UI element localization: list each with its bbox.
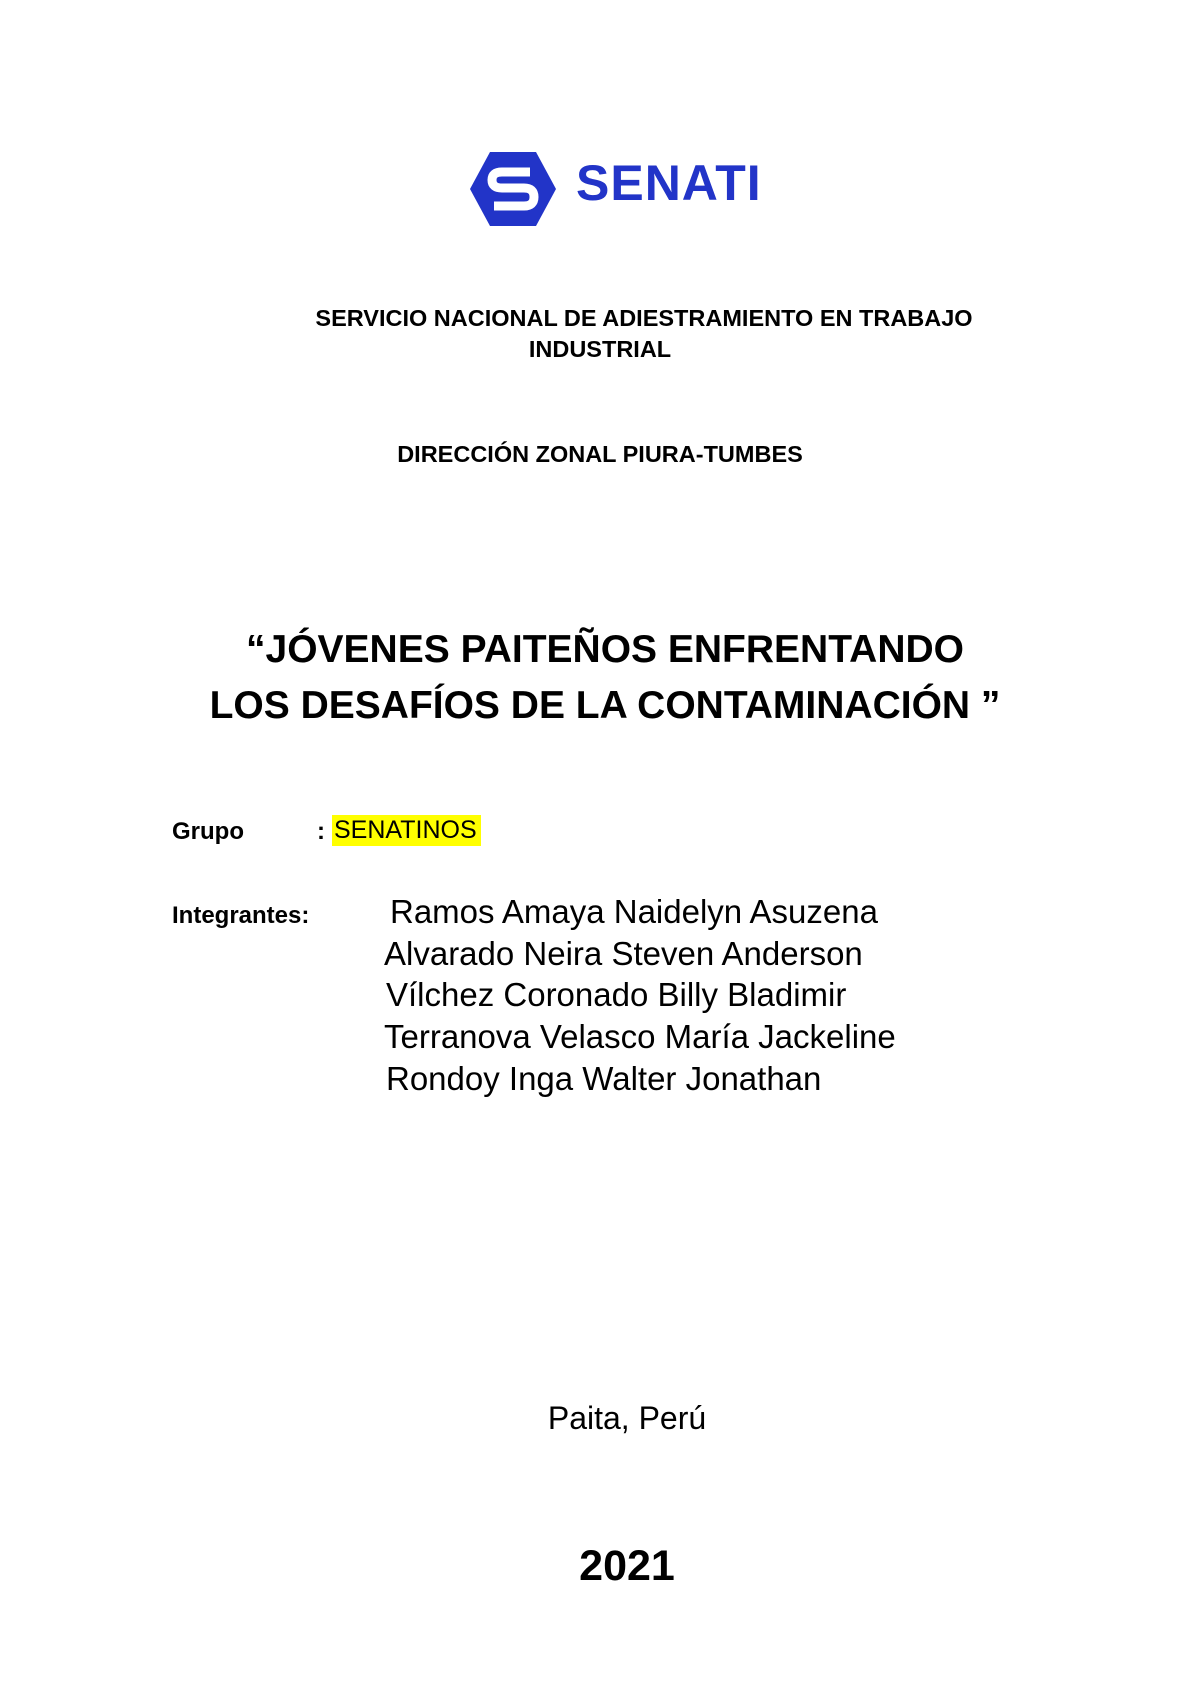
logo-wordmark: SENATI: [576, 155, 762, 211]
member-name: Alvarado Neira Steven Anderson: [384, 935, 863, 972]
group-label: Grupo: [172, 818, 244, 845]
year: 2021: [579, 1542, 675, 1590]
title-line-1: “JÓVENES PAITEÑOS ENFRENTANDO: [246, 628, 964, 671]
group-value: SENATINOS: [332, 815, 481, 846]
title-line-2: LOS DESAFÍOS DE LA CONTAMINACIÓN ”: [209, 684, 1001, 727]
member-name: Rondoy Inga Walter Jonathan: [386, 1060, 822, 1097]
group-colon: :: [317, 818, 325, 845]
senati-emblem-icon: [470, 150, 556, 228]
senati-logo: [470, 150, 780, 230]
institution-line-2: INDUSTRIAL: [528, 336, 672, 362]
institution-line-1: SERVICIO NACIONAL DE ADIESTRAMIENTO EN TRABAJO: [315, 305, 973, 331]
direction-heading: DIRECCIÓN ZONAL PIURA-TUMBES: [397, 441, 803, 467]
member-name: Ramos Amaya Naidelyn Asuzena: [390, 893, 878, 930]
member-name: Vílchez Coronado Billy Bladimir: [386, 976, 847, 1013]
members-label: Integrantes:: [172, 902, 310, 929]
document-title: [0, 622, 1200, 734]
place: Paita, Perú: [547, 1400, 707, 1436]
institution-name: [0, 303, 1200, 365]
member-name: Terranova Velasco María Jackeline: [384, 1018, 896, 1055]
